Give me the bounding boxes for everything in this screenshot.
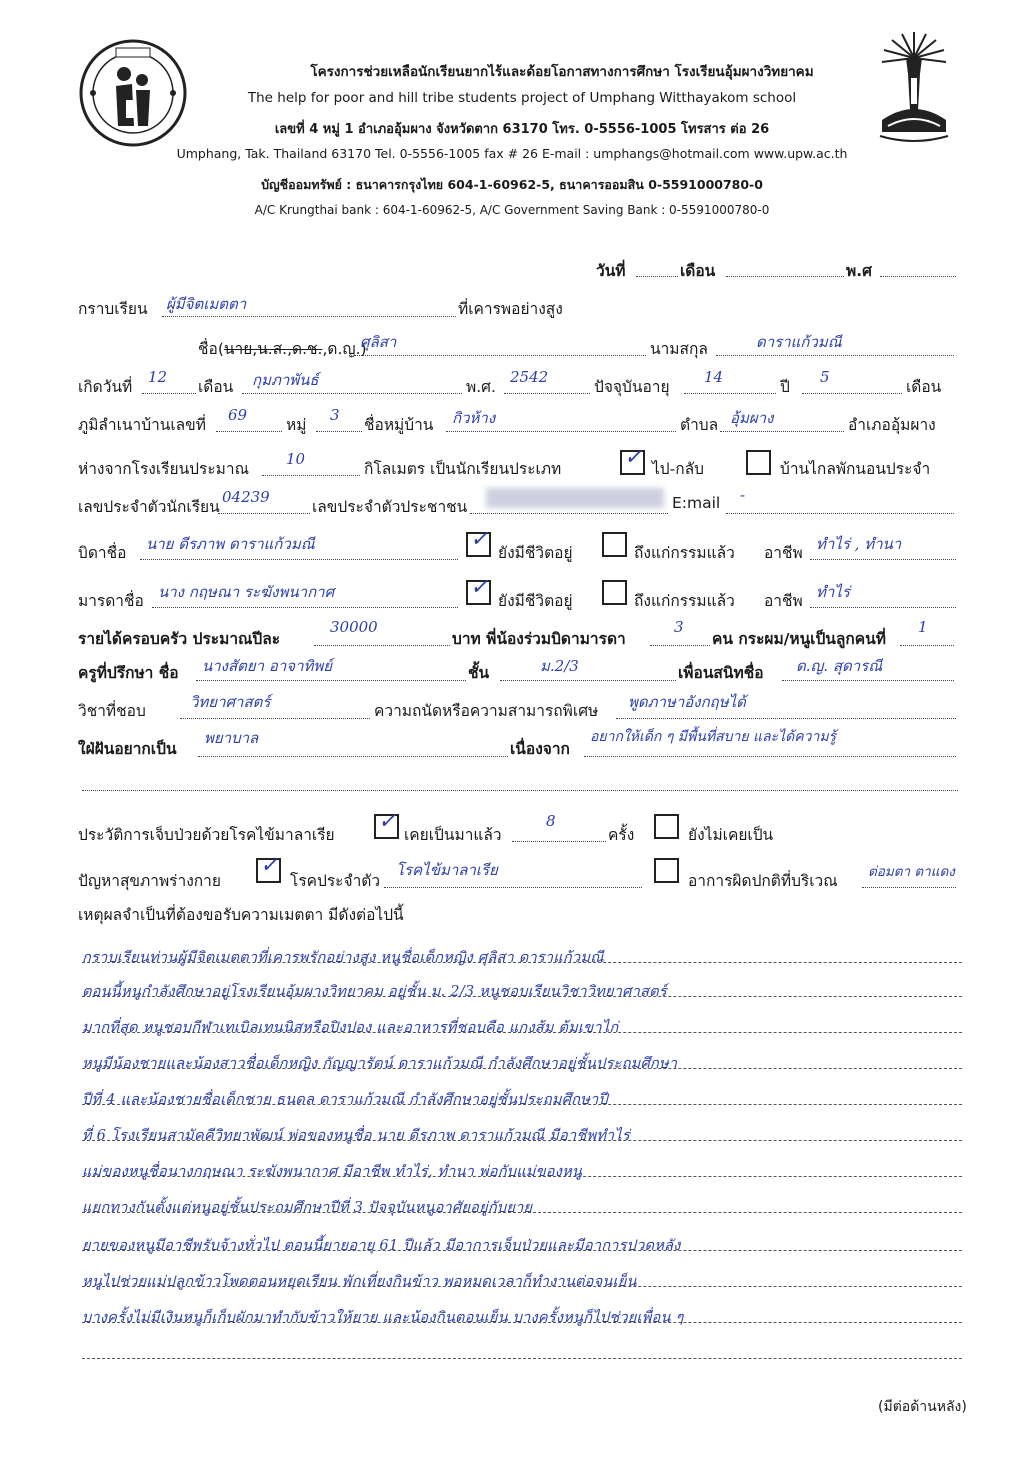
salutation-label: กราบเรียน bbox=[78, 300, 148, 318]
distance-label: ห่างจากโรงเรียนประมาณ bbox=[78, 460, 249, 478]
mother-field[interactable] bbox=[152, 607, 458, 608]
mother-job-field[interactable] bbox=[810, 607, 956, 608]
birth-year-value: 2542 bbox=[510, 368, 549, 386]
chronic-field[interactable] bbox=[384, 887, 642, 888]
salutation-field[interactable] bbox=[162, 316, 456, 317]
village-value: กิวห้าง bbox=[452, 409, 496, 427]
father-dead-checkbox[interactable] bbox=[602, 532, 627, 557]
commute-check-mark: ✓ bbox=[624, 445, 643, 470]
malaria-had-checkbox[interactable] bbox=[374, 809, 399, 839]
name-label-suffix: ,ด.ญ.) bbox=[322, 340, 367, 358]
abnormal-field[interactable] bbox=[862, 887, 956, 888]
malaria-had-check-mark: ✓ bbox=[378, 809, 397, 834]
age-years-label: ปี bbox=[780, 378, 790, 396]
name-label-struck: นาย,น.ส.,ด.ช. bbox=[223, 340, 323, 358]
income-unit: บาท พี่น้องร่วมบิดามารดา bbox=[452, 630, 626, 648]
boarding-checkbox[interactable] bbox=[746, 450, 771, 475]
class-label: ชั้น bbox=[468, 664, 490, 682]
reason-label: เนื่องจาก bbox=[510, 740, 570, 758]
chronic-label: โรคประจำตัว bbox=[290, 872, 381, 890]
age-label: ปัจจุบันอายุ bbox=[594, 378, 670, 396]
date-month-field[interactable] bbox=[726, 276, 844, 277]
continued-on-back-note: (มีต่อด้านหลัง) bbox=[878, 1399, 967, 1415]
friend-value: ด.ญ. สุดารณี bbox=[796, 657, 883, 675]
student-id-field[interactable] bbox=[218, 513, 310, 514]
distance-value: 10 bbox=[286, 450, 306, 468]
essay-line: มากที่สุด หนูชอบกีฬาเทเบิลเทนนิสหรือปิงปอง และอาหารที่ชอบคือ แกงส้ม ต้มเขาไก่ bbox=[82, 1019, 619, 1036]
header-title-thai: โครงการช่วยเหลือนักเรียนยากไร้และด้อยโอกาสทางการศึกษา โรงเรียนอุ้มผางวิทยาคม bbox=[310, 64, 814, 80]
essay-line: ที่ 6 โรงเรียนสามัคคีวิทยาพัฒน์ พ่อของหนูชื่อ นาย ดีรภาพ ดาราแก้วมณี มีอาชีพทำไร่ bbox=[82, 1127, 630, 1144]
moo-value: 3 bbox=[330, 406, 340, 424]
advisor-field[interactable] bbox=[196, 680, 466, 681]
date-year-field[interactable] bbox=[880, 276, 956, 277]
abnormal-checkbox[interactable] bbox=[654, 858, 679, 883]
birth-year-field[interactable] bbox=[504, 393, 590, 394]
advisor-label: ครูที่ปรึกษา ชื่อ bbox=[78, 664, 179, 682]
reason-continuation-field[interactable] bbox=[82, 790, 958, 791]
malaria-times-value: 8 bbox=[546, 812, 556, 830]
email-field[interactable] bbox=[726, 513, 954, 514]
mother-alive-label: ยังมีชีวิตอยู่ bbox=[498, 592, 573, 610]
dream-field[interactable] bbox=[198, 756, 508, 757]
fav-subject-label: วิชาที่ชอบ bbox=[78, 702, 146, 720]
birth-day-field[interactable] bbox=[142, 393, 196, 394]
header-title-english: The help for poor and hill tribe students project of Umphang Witthayakom school bbox=[247, 90, 797, 106]
father-value: นาย ดีรภาพ ดาราแก้วมณี bbox=[146, 535, 315, 553]
reason-need-label: เหตุผลจำเป็นที่ต้องขอรับความเมตตา มีดังต่อไปนี้ bbox=[78, 906, 404, 924]
siblings-field[interactable] bbox=[650, 645, 710, 646]
dream-label: ใฝ่ฝันอยากเป็น bbox=[78, 740, 177, 758]
friend-field[interactable] bbox=[782, 680, 954, 681]
fav-subject-value: วิทยาศาสตร์ bbox=[190, 693, 271, 711]
father-alive-label: ยังมีชีวิตอยู่ bbox=[498, 544, 573, 562]
mother-value: นาง กฤษณา ระฆังพนากาศ bbox=[158, 583, 335, 601]
talent-value: พูดภาษาอังกฤษได้ bbox=[628, 693, 746, 711]
commute-checkbox[interactable] bbox=[620, 445, 645, 475]
email-value: - bbox=[740, 486, 746, 504]
commute-label: ไป-กลับ bbox=[652, 460, 704, 478]
abnormal-value: ต่อมตา ตาแดง bbox=[868, 864, 955, 880]
subdistrict-field[interactable] bbox=[720, 431, 844, 432]
malaria-had-label: เคยเป็นมาแล้ว bbox=[404, 826, 502, 844]
father-job-label: อาชีพ bbox=[764, 544, 803, 562]
national-id-blurred bbox=[486, 488, 664, 508]
moo-label: หมู่ bbox=[286, 416, 307, 434]
essay-line: หนูมีน้องชายและน้องสาวชื่อเด็กหญิง กัญญารัตน์ ดาราแก้วมณี กำลังศึกษาอยู่ชั้นประถมศึกษา bbox=[82, 1055, 678, 1072]
subdistrict-label: ตำบล bbox=[680, 416, 719, 434]
name-value: ศุลิสา bbox=[360, 333, 397, 351]
age-months-value: 5 bbox=[820, 368, 830, 386]
surname-label: นามสกุล bbox=[650, 340, 708, 358]
age-years-value: 14 bbox=[704, 368, 724, 386]
malaria-times-unit: ครั้ง bbox=[608, 826, 635, 844]
surname-value: ดาราแก้วมณี bbox=[756, 333, 842, 351]
income-label: รายได้ครอบครัว ประมาณปีละ bbox=[78, 630, 281, 648]
date-day-field[interactable] bbox=[636, 276, 678, 277]
essay-line: แม่ของหนูชื่อนางกฤษณา ระฆังพนากาศ มีอาชีพ ทำไร่, ทำนา พ่อกับแม่ของหนู bbox=[82, 1163, 583, 1180]
header-address-thai: เลขที่ 4 หมู่ 1 อำเภออุ้มผาง จังหวัดตาก 63170 โทร. 0-5556-1005 โทรสาร ต่อ 26 bbox=[274, 122, 770, 137]
header-bank-english: A/C Krungthai bank : 604-1-60962-5, A/C Government Saving Bank : 0-5591000780-0 bbox=[254, 203, 770, 217]
age-months-field[interactable] bbox=[802, 393, 902, 394]
mother-job-value: ทำไร่ bbox=[816, 583, 850, 601]
moo-field[interactable] bbox=[316, 431, 362, 432]
mother-dead-checkbox[interactable] bbox=[602, 580, 627, 605]
chronic-check-mark: ✓ bbox=[260, 853, 279, 878]
reason-value: อยากให้เด็ก ๆ มีพื้นที่สบาย และได้ความรู้ bbox=[590, 729, 837, 745]
child-order-value: 1 bbox=[918, 618, 928, 636]
class-value: ม.2/3 bbox=[540, 657, 579, 675]
chronic-value: โรคไข้มาลาเรีย bbox=[396, 861, 498, 879]
date-month-label: เดือน bbox=[680, 262, 716, 280]
health-label: ปัญหาสุขภาพร่างกาย bbox=[78, 872, 221, 890]
date-day-label: วันที่ bbox=[596, 262, 626, 280]
district-label: อำเภออุ้มผาง bbox=[848, 416, 936, 434]
fav-subject-field[interactable] bbox=[180, 718, 370, 719]
reason-field[interactable] bbox=[584, 756, 956, 757]
friend-label: เพื่อนสนิทชื่อ bbox=[678, 664, 764, 682]
talent-label: ความถนัดหรือความสามารถพิเศษ bbox=[374, 702, 599, 720]
home-no-value: 69 bbox=[228, 406, 248, 424]
salutation-suffix: ที่เคารพอย่างสูง bbox=[458, 300, 563, 318]
mother-job-label: อาชีพ bbox=[764, 592, 803, 610]
email-label: E:mail bbox=[672, 494, 721, 512]
village-field[interactable] bbox=[446, 431, 676, 432]
siblings-unit: คน กระผม/หนูเป็นลูกคนที่ bbox=[712, 630, 886, 648]
student-id-label: เลขประจำตัวนักเรียน bbox=[78, 498, 220, 516]
boarding-label: บ้านไกลพักนอนประจำ bbox=[780, 460, 931, 478]
father-label: บิดาชื่อ bbox=[78, 544, 127, 562]
birth-month-value: กุมภาพันธ์ bbox=[252, 371, 319, 389]
mother-alive-check-mark: ✓ bbox=[470, 575, 489, 600]
birth-year-label: พ.ศ. bbox=[466, 378, 496, 396]
name-label-prefix: ชื่อ( bbox=[198, 340, 224, 358]
father-field[interactable] bbox=[140, 559, 458, 560]
father-job-field[interactable] bbox=[810, 559, 956, 560]
age-years-field[interactable] bbox=[684, 393, 776, 394]
essay-line: ตอนนี้หนูกำลังศึกษาอยู่โรงเรียนอุ้มผางวิทยาคม อยู่ชั้น ม. 2/3 หนูชอบเรียนวิชาวิทยาศาสตร์ bbox=[82, 983, 667, 1000]
essay-line: แยกทางกันตั้งแต่หนูอยู่ชั้นประถมศึกษาปีที่ 3 ปัจจุบันหนูอาศัยอยู่กับยาย bbox=[82, 1199, 533, 1216]
name-label bbox=[198, 336, 367, 361]
home-no-label: ภูมิลำเนาบ้านเลขที่ bbox=[78, 416, 206, 434]
malaria-label: ประวัติการเจ็บป่วยด้วยโรคไข้มาลาเรีย bbox=[78, 826, 335, 844]
income-field[interactable] bbox=[314, 645, 450, 646]
salutation-value: ผู้มีจิตเมตตา bbox=[166, 295, 247, 313]
distance-unit: กิโลเมตร เป็นนักเรียนประเภท bbox=[364, 460, 562, 478]
home-no-field[interactable] bbox=[216, 431, 282, 432]
malaria-never-label: ยังไม่เคยเป็น bbox=[688, 826, 774, 844]
malaria-times-field[interactable] bbox=[512, 841, 606, 842]
mother-dead-label: ถึงแก่กรรมแล้ว bbox=[634, 592, 735, 610]
essay-line: กราบเรียนท่านผู้มีจิตเมตตาที่เคารพรักอย่างสูง หนูชื่อเด็กหญิง ศุลิสา ดาราแก้วมณี bbox=[82, 949, 604, 966]
subdistrict-value: อุ้มผาง bbox=[730, 409, 774, 427]
advisor-value: นางสัตยา อาจาทิพย์ bbox=[202, 657, 333, 675]
mother-alive-checkbox[interactable] bbox=[466, 575, 491, 605]
dream-value: พยาบาล bbox=[204, 729, 259, 747]
essay-line: หนูไปช่วยแม่ปลูกข้าวโพดตอนหยุดเรียน พักเที่ยงกินข้าว พอหมดเวลาก็ทำงานต่อจนเย็น bbox=[82, 1273, 637, 1290]
birth-month-label: เดือน bbox=[198, 378, 234, 396]
father-job-value: ทำไร่ , ทำนา bbox=[816, 535, 902, 553]
village-label: ชื่อหมู่บ้าน bbox=[364, 416, 434, 434]
father-alive-check-mark: ✓ bbox=[470, 527, 489, 552]
essay-line: ปีที่ 4 และน้องชายชื่อเด็กชาย ธนดล ดาราแก้วมณี กำลังศึกษาอยู่ชั้นประถมศึกษาปี bbox=[82, 1091, 608, 1108]
mother-label: มารดาชื่อ bbox=[78, 592, 144, 610]
age-months-label: เดือน bbox=[906, 378, 942, 396]
talent-field[interactable] bbox=[616, 718, 956, 719]
header-bank-thai: บัญชีออมทรัพย์ : ธนาคารกรุงไทย 604-1-60962-5, ธนาคารออมสิน 0-5591000780-0 bbox=[261, 177, 763, 192]
chronic-checkbox[interactable] bbox=[256, 853, 281, 883]
student-id-value: 04239 bbox=[222, 488, 270, 506]
father-alive-checkbox[interactable] bbox=[466, 527, 491, 557]
malaria-never-checkbox[interactable] bbox=[654, 814, 679, 839]
class-field[interactable] bbox=[500, 680, 676, 681]
national-id-field[interactable] bbox=[470, 513, 668, 514]
header-address-english: Umphang, Tak. Thailand 63170 Tel. 0-5556-1005 fax # 26 E-mail : umphangs@hotmail.com www.upw.ac.th bbox=[176, 146, 848, 161]
siblings-value: 3 bbox=[674, 618, 684, 636]
essay-line: ยายของหนูมีอาชีพรับจ้างทั่วไป ตอนนี้ยายอายุ 61 ปีแล้ว มีอาการเจ็บป่วยและมีอาการปวดหลัง bbox=[82, 1237, 681, 1254]
date-year-label: พ.ศ bbox=[846, 262, 872, 280]
name-field[interactable] bbox=[354, 355, 646, 356]
birth-month-field[interactable] bbox=[242, 393, 462, 394]
birth-day-label: เกิดวันที่ bbox=[78, 378, 133, 396]
essay-line: บางครั้งไม่มีเงินหนูก็เก็บผักมาทำกับข้าวให้ยาย และน้องกินตอนเย็น บางครั้งหนูก็ไปช่วยเพื่อน ๆ bbox=[82, 1309, 684, 1326]
child-order-field[interactable] bbox=[900, 645, 954, 646]
national-id-label: เลขประจำตัวประชาชน bbox=[312, 498, 468, 516]
surname-field[interactable] bbox=[716, 355, 954, 356]
essay-line-rule-12 bbox=[82, 1358, 962, 1359]
income-value: 30000 bbox=[330, 618, 378, 636]
birth-day-value: 12 bbox=[148, 368, 168, 386]
abnormal-label: อาการผิดปกติที่บริเวณ bbox=[688, 872, 838, 890]
father-dead-label: ถึงแก่กรรมแล้ว bbox=[634, 544, 735, 562]
distance-field[interactable] bbox=[262, 475, 360, 476]
